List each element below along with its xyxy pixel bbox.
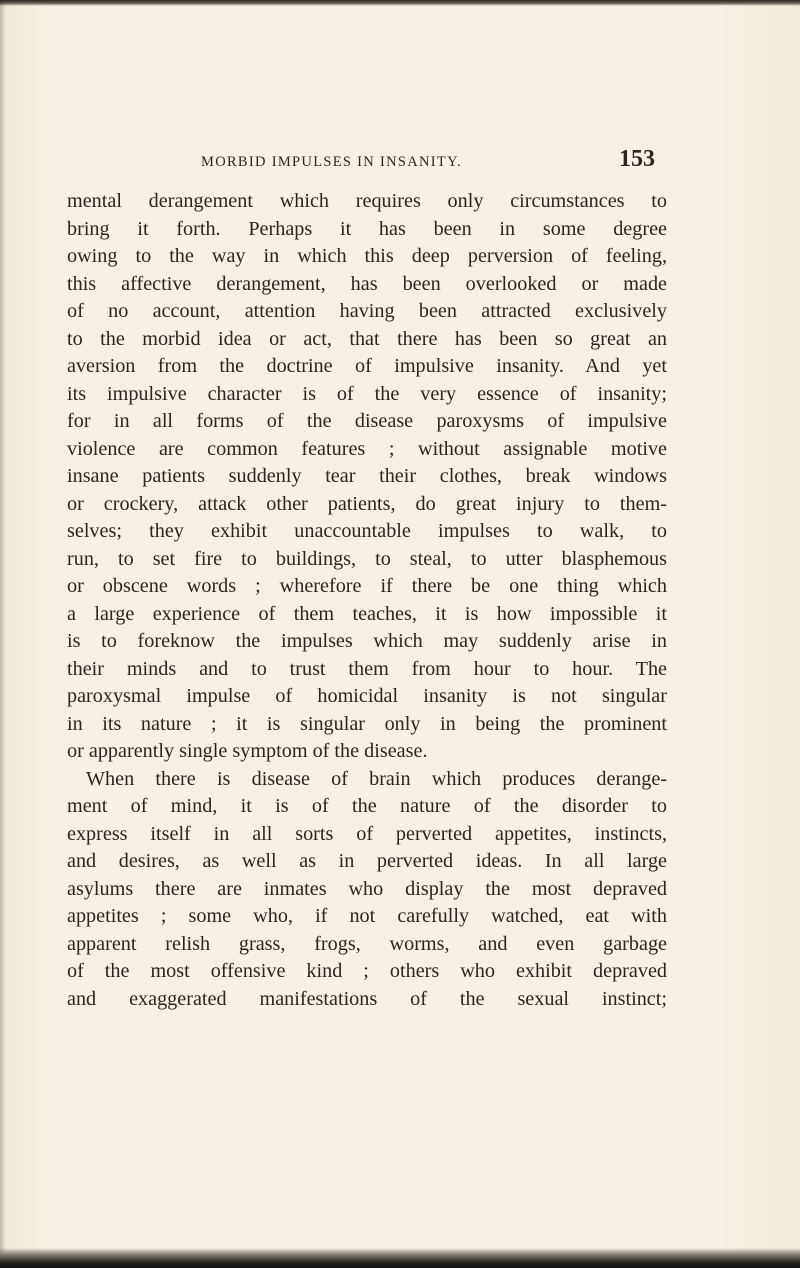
text-line: express itself in all sorts of perverted appetites, instincts, — [67, 822, 667, 845]
text-line: ment of mind, it is of the nature of the disorder to — [67, 795, 667, 817]
text-line: or obscene words ; wherefore if there be one thing which — [67, 575, 667, 597]
text-line: in its nature ; it is singular only in being the prominent — [67, 712, 667, 735]
page-number: 153 — [619, 146, 655, 172]
text-line: aversion from the doctrine of impulsive insanity. And yet — [67, 355, 667, 377]
text-line: or apparently single symptom of the disease. — [67, 740, 428, 762]
running-head: MORBID IMPULSES IN INSANITY. — [201, 154, 462, 170]
body-text — [67, 188, 667, 1013]
text-line: When there is disease of brain which produces derange- — [86, 767, 667, 790]
text-line: and desires, as well as in perverted ideas. In all large — [67, 850, 667, 872]
text-line: of the most offensive kind ; others who exhibit depraved — [67, 960, 667, 982]
text-line: apparent relish grass, frogs, worms, and even garbage — [67, 932, 667, 955]
text-line: insane patients suddenly tear their clothes, break windows — [67, 465, 667, 487]
page-top-edge — [0, 0, 800, 6]
text-line: to the morbid idea or act, that there has been so great an — [67, 327, 667, 350]
text-line: owing to the way in which this deep perversion of feeling, — [67, 245, 667, 267]
text-line: violence are common features ; without assignable motive — [67, 437, 667, 460]
page-left-edge — [0, 0, 6, 1268]
text-line: bring it forth. Perhaps it has been in some degree — [67, 217, 667, 240]
text-line: or crockery, attack other patients, do great injury to them- — [67, 492, 667, 515]
text-line: run, to set fire to buildings, to steal, to utter blasphemous — [67, 547, 667, 570]
text-line: is to foreknow the impulses which may suddenly arise in — [67, 630, 667, 652]
text-line: their minds and to trust them from hour to hour. The — [67, 657, 667, 680]
text-line: appetites ; some who, if not carefully watched, eat with — [67, 905, 667, 927]
page-header — [130, 146, 655, 178]
text-line: its impulsive character is of the very essence of insanity; — [67, 382, 667, 405]
page-bottom-edge — [0, 1248, 800, 1268]
text-line: paroxysmal impulse of homicidal insanity is not singular — [67, 685, 667, 707]
text-line: of no account, attention having been attracted exclusively — [67, 300, 667, 322]
text-line: selves; they exhibit unaccountable impulses to walk, to — [67, 520, 667, 542]
text-line: asylums there are inmates who display the most depraved — [67, 877, 667, 900]
text-line: for in all forms of the disease paroxysms of impulsive — [67, 410, 667, 432]
text-line: and exaggerated manifestations of the sexual instinct; — [67, 987, 667, 1010]
text-line: a large experience of them teaches, it is how impossible it — [67, 602, 667, 625]
text-line: mental derangement which requires only circumstances to — [67, 190, 667, 212]
text-line: this affective derangement, has been overlooked or made — [67, 272, 667, 295]
